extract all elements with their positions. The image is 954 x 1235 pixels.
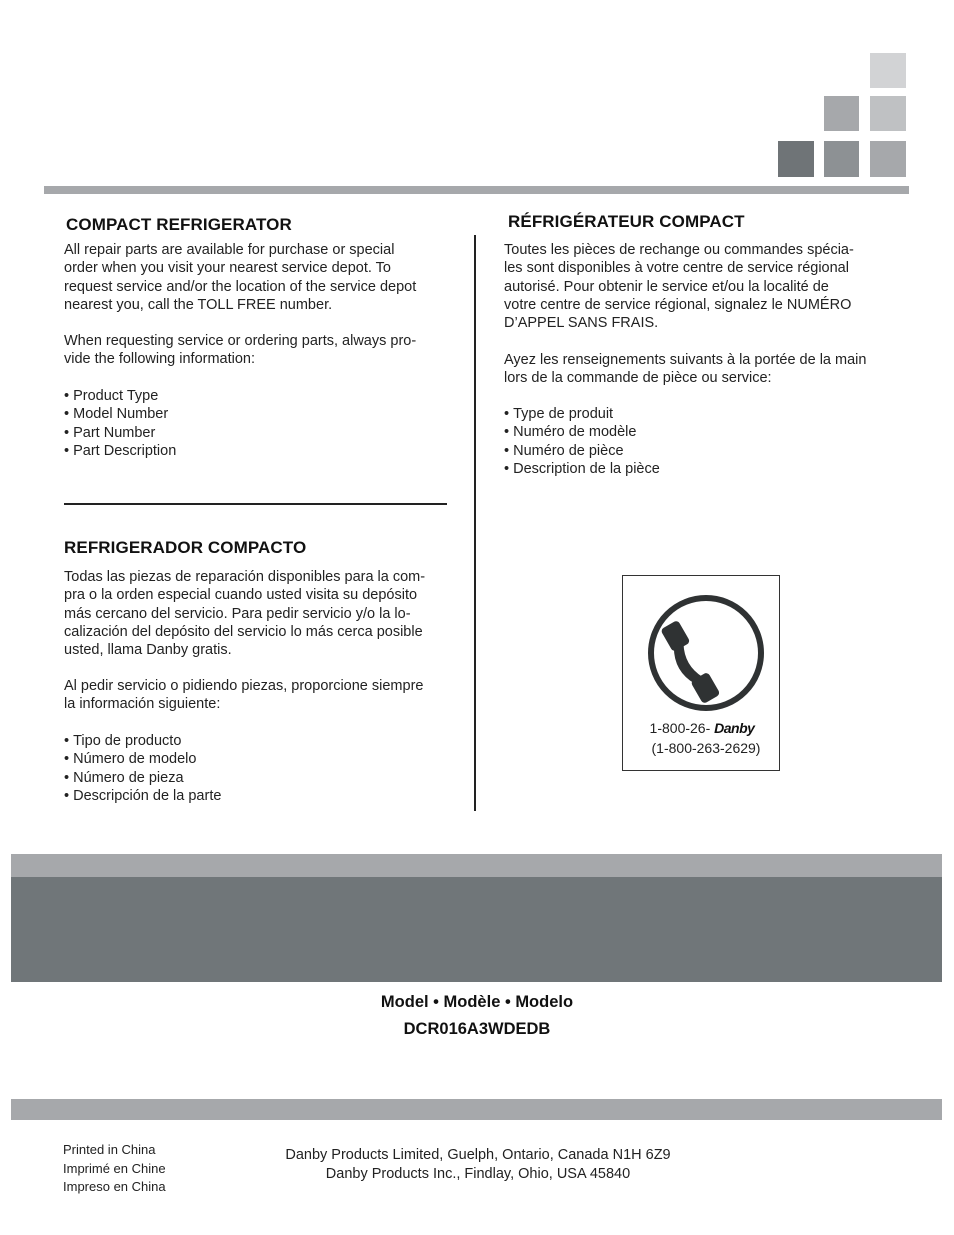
- footer-band-bottom: [11, 1099, 942, 1120]
- address-canada: Danby Products Limited, Guelph, Ontario, Canada N1H 6Z9: [285, 1147, 671, 1163]
- spanish-para-2: Al pedir servicio o pidiendo piezas, proporcione siempre la información siguiente:: [64, 678, 424, 713]
- french-para-2: Ayez les renseignements suivants à la portée de la main lors de la commande de pièce ou service:: [504, 352, 867, 387]
- decor-square: [870, 141, 906, 177]
- english-para-2: When requesting service or ordering parts, always pro- vide the following information:: [64, 333, 417, 368]
- phone-handset-icon: [623, 576, 781, 716]
- decor-square: [824, 141, 859, 177]
- english-para-1: All repair parts are available for purchase or special order when you visit your nearest service depot. To request service and/or the location of the service depot nearest you, call the TOLL FREE number.: [64, 242, 417, 313]
- french-info-list: [504, 405, 660, 478]
- english-info-list: [64, 387, 176, 460]
- model-label: Model • Modèle • Modelo: [380, 993, 574, 1011]
- list-item: • Part Number: [64, 424, 176, 442]
- section-divider: [64, 503, 447, 505]
- header-rule: [44, 186, 909, 194]
- spanish-para-1: Todas las piezas de reparación disponibles para la com- pra o la orden especial cuando usted visita su depósito más cercano del servicio. Para pedir servicio y/o la lo- calización del depósito del servicio lo más cerca posible usted, llama Danby gratis.: [64, 569, 426, 659]
- printed-in-notice: Printed in China Imprimé en Chine Impreso en China: [63, 1142, 166, 1194]
- list-item: • Product Type: [64, 387, 176, 405]
- phone-number: (1-800-263-2629): [651, 740, 761, 756]
- list-item: • Número de pieza: [64, 769, 221, 787]
- decor-square: [824, 96, 859, 131]
- french-para-1: Toutes les pièces de rechange ou commandes spécia- les sont disponibles à votre centre de service régional autorisé. Pour obtenir le service et/ou la localité de votre centre de service régional, signalez le NUMÉRO D’APPEL SANS FRAIS.: [504, 242, 854, 332]
- list-item: • Tipo de producto: [64, 732, 221, 750]
- list-item: • Description de la pièce: [504, 460, 660, 478]
- footer-band-dark: [11, 877, 942, 982]
- list-item: • Model Number: [64, 405, 176, 423]
- list-item: • Part Description: [64, 442, 176, 460]
- model-number: DCR016A3WDEDB: [403, 1020, 551, 1038]
- english-title: COMPACT REFRIGERATOR: [66, 215, 292, 234]
- company-addresses: [230, 1146, 726, 1184]
- address-usa: Danby Products Inc., Findlay, Ohio, USA 45840: [325, 1166, 631, 1182]
- list-item: • Descripción de la parte: [64, 787, 221, 805]
- list-item: • Número de modelo: [64, 750, 221, 768]
- footer-band-light: [11, 854, 942, 877]
- list-item: • Numéro de modèle: [504, 423, 660, 441]
- spanish-title: REFRIGERADOR COMPACTO: [64, 538, 307, 557]
- list-item: • Type de produit: [504, 405, 660, 423]
- spanish-info-list: [64, 732, 221, 805]
- column-divider: [474, 235, 476, 811]
- decor-square: [870, 96, 906, 131]
- french-title: RÉFRIGÉRATEUR COMPACT: [508, 212, 745, 231]
- decor-square: [870, 53, 906, 88]
- decor-square: [778, 141, 814, 177]
- toll-free-phone-box: [622, 575, 780, 771]
- danby-logo: Danby: [714, 720, 755, 736]
- list-item: • Numéro de pièce: [504, 442, 660, 460]
- phone-vanity-number: 1-800-26- Danby: [649, 720, 755, 736]
